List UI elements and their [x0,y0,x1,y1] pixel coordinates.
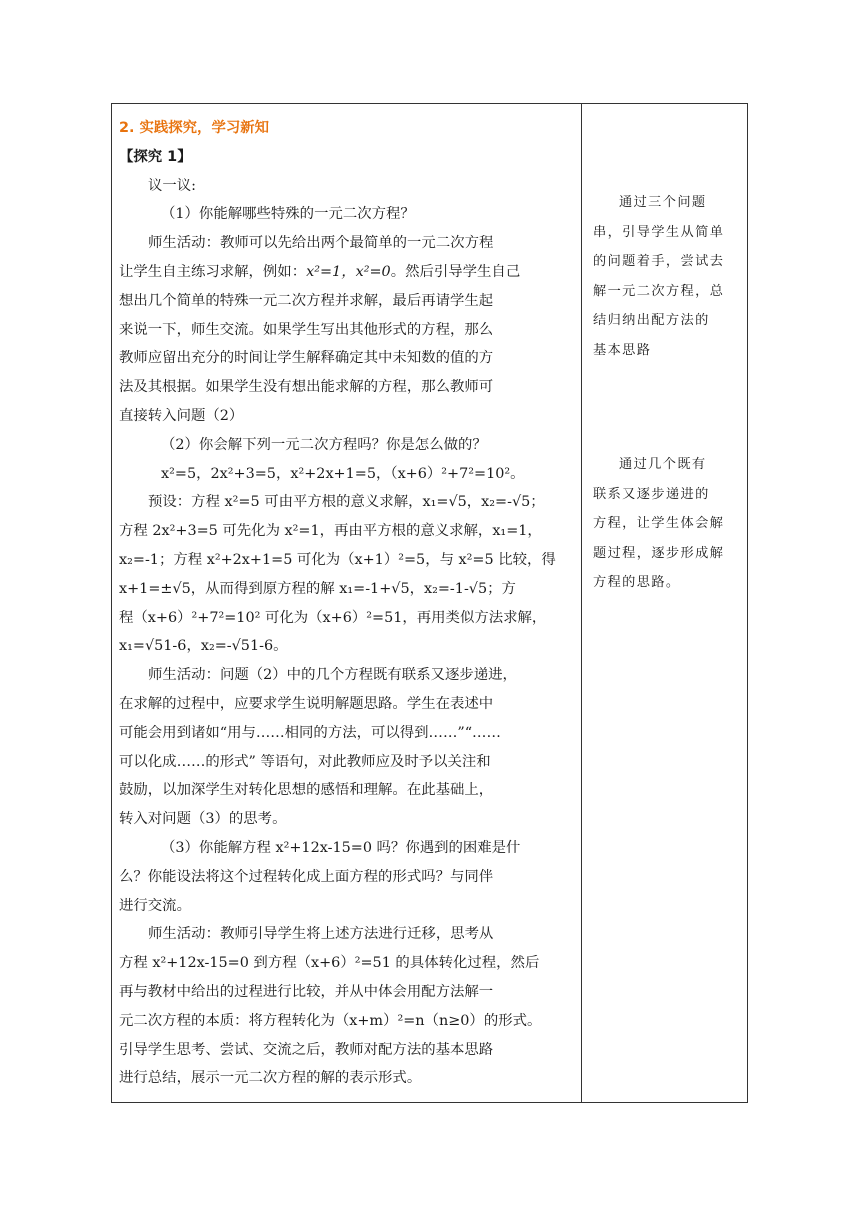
paragraph-3-line: 元二次方程的本质：将方程转化为（x+m）²=n（n≥0）的形式。 [119,1012,542,1029]
paragraph-2-line: 在求解的过程中，应要求学生说明解题思路。学生在表述中 [119,695,494,712]
side-note-line: 通过几个既有 [619,457,707,472]
side-note-2 [593,450,739,598]
paragraph-1-line: 让学生自主练习求解，例如：x²=1，x²=0。然后引导学生自己 [119,263,521,280]
side-note-line: 联系又逐步递进的 [593,486,710,502]
preset-line: x₂=-1；方程 x²+2x+1=5 可化为（x+1）²=5，与 x²=5 比较，得 [119,551,556,568]
paragraph-2-line: 师生活动：问题（2）中的几个方程既有联系又逐步递进， [148,667,517,684]
paragraph-3-line: 引导学生思考、尝试、交流之后，教师对配方法的基本思路 [119,1041,494,1058]
side-note-1 [593,188,739,365]
section-heading: 2. 实践探究，学习新知 [119,120,270,136]
paragraph-2-line: 转入对问题（3）的思考。 [119,811,287,828]
paragraph-1-line: 教师应留出充分的时间让学生解释确定其中未知数的值的方 [119,350,494,367]
question-2-equations: x²=5，2x²+3=5，x²+2x+1=5，（x+6）²+7²=10²。 [161,465,525,482]
paragraph-3-line: 进行总结，展示一元二次方程的解的表示形式。 [119,1070,422,1087]
paragraph-1-line: 想出几个简单的特殊一元二次方程并求解，最后再请学生起 [119,292,494,309]
paragraph-3-line: 方程 x²+12x-15=0 到方程（x+6）²=51 的具体转化过程，然后 [119,955,540,972]
paragraph-3-line: 再与教材中给出的过程进行比较，并从中体会用配方法解一 [119,983,494,1000]
question-3-line: 么？你能设法将这个过程转化成上面方程的形式吗？与同伴 [119,868,494,885]
side-note-line: 的问题着手，尝试去 [593,254,725,269]
question-2: （2）你会解下列一元二次方程吗？你是怎么做的？ [161,436,487,453]
paragraph-1-line: 师生活动：教师可以先给出两个最简单的一元二次方程 [148,235,494,252]
paragraph-1-line: 来说一下，师生交流。如果学生写出其他形式的方程，那么 [119,321,494,338]
paragraph-2-line: 可能会用到诸如“用与……相同的方法，可以得到……”“…… [119,724,501,741]
preset-line: x+1=±√5，从而得到原方程的解 x₁=-1+√5，x₂=-1-√5；方 [119,580,516,597]
main-column [119,114,574,1093]
side-note-line: 方程，让学生体会解 [593,516,725,531]
column-divider [581,104,582,1102]
question-3-line: 进行交流。 [119,897,191,914]
preset-line: x₁=√51-6，x₂=-√51-6。 [119,638,288,655]
side-note-line: 结归纳出配方法的 [593,313,710,328]
paragraph-2-line: 可以化成……的形式” 等语句，对此教师应及时予以关注和 [119,753,491,770]
paragraph-3-line: 师生活动：教师引导学生将上述方法进行迁移，思考从 [148,926,494,943]
side-note-line: 串，引导学生从简单 [593,224,725,240]
side-note-line: 方程的思路。 [593,575,681,590]
side-note-line: 解一元二次方程，总 [593,283,725,299]
paragraph-1-line: 法及其根据。如果学生没有想出能求解的方程，那么教师可 [119,379,494,396]
question-1: （1）你能解哪些特殊的一元二次方程？ [161,206,415,223]
preset-line: 方程 2x²+3=5 可先化为 x²=1，再由平方根的意义求解，x₁=1， [119,523,542,540]
paragraph-2-line: 鼓励，以加深学生对转化思想的感悟和理解。在此基础上， [119,782,494,799]
discuss-label: 议一议: [148,177,197,194]
paragraph-1-line: 直接转入问题（2） [119,407,244,424]
side-note-line: 题过程，逐步形成解 [593,545,725,561]
side-note-line: 通过三个问题 [619,195,707,210]
preset-line: 预设：方程 x²=5 可由平方根的意义求解，x₁=√5，x₂=-√5； [148,494,545,511]
side-note-line: 基本思路 [593,342,652,358]
subheading: 【探究 1】 [119,148,192,165]
question-3-line: （3）你能解方程 x²+12x-15=0 吗？你遇到的困难是什 [161,839,521,856]
preset-line: 程（x+6）²+7²=10² 可化为（x+6）²=51，再用类似方法求解， [119,609,547,626]
lesson-table [111,103,748,1103]
